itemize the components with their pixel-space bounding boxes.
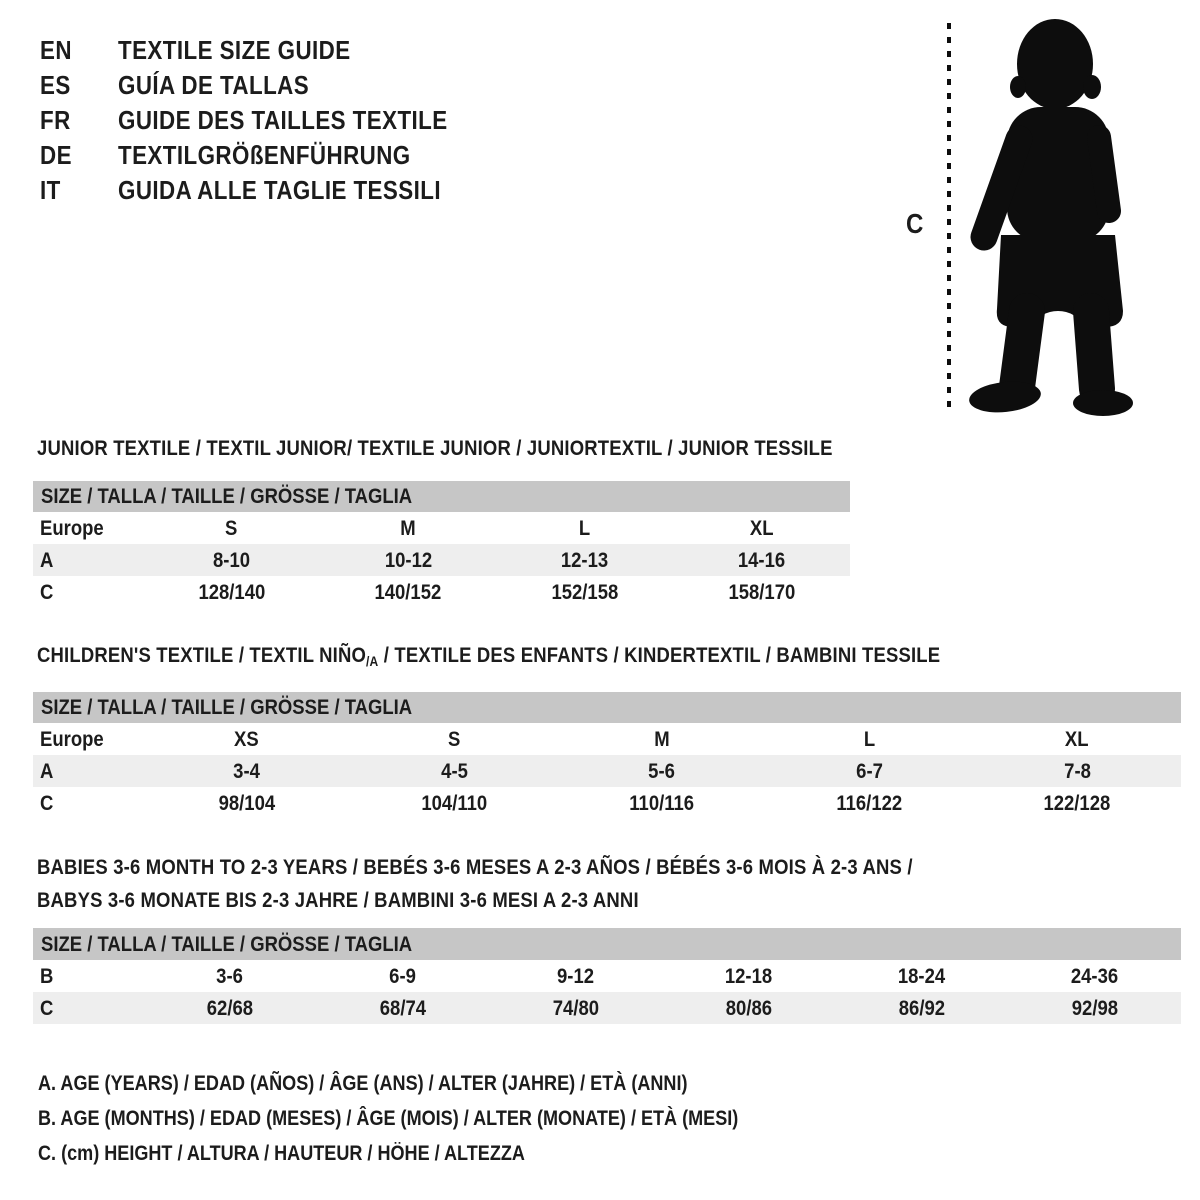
table-row: C 128/140 140/152 152/158 158/170 bbox=[40, 579, 796, 604]
legend-line-b: B. AGE (MONTHS) / EDAD (MESES) / ÂGE (MOIS) / ALTER (MONATE) / ETÀ (MESI) bbox=[38, 1106, 739, 1130]
lang-row-fr bbox=[40, 103, 501, 138]
measurement-legend bbox=[38, 1066, 852, 1171]
babies-size-table bbox=[33, 928, 1181, 1024]
lang-row-de bbox=[40, 138, 501, 173]
lang-title-en: TEXTILE SIZE GUIDE bbox=[118, 35, 351, 65]
junior-table-header-bar: SIZE / TALLA / TAILLE / GRÖSSE / TAGLIA bbox=[33, 481, 850, 512]
junior-size-table bbox=[33, 481, 850, 608]
table-row: C 98/104 104/110 110/116 116/122 122/128 bbox=[40, 790, 1111, 815]
lang-code-en: EN bbox=[40, 35, 72, 65]
babies-table-header-bar: SIZE / TALLA / TAILLE / GRÖSSE / TAGLIA bbox=[33, 928, 1181, 960]
language-title-block bbox=[40, 33, 501, 208]
junior-section-heading: JUNIOR TEXTILE / TEXTIL JUNIOR/ TEXTILE JUNIOR / JUNIORTEXTIL / JUNIOR TESSILE bbox=[37, 436, 833, 460]
table-row: Europe XS S M L XL bbox=[40, 726, 1089, 751]
table-row: A 8-10 10-12 12-13 14-16 bbox=[33, 544, 850, 576]
lang-title-es: GUÍA DE TALLAS bbox=[118, 70, 310, 100]
lang-title-de: TEXTILGRÖßENFÜHRUNG bbox=[118, 140, 411, 170]
lang-code-fr: FR bbox=[40, 105, 71, 135]
children-section-heading: CHILDREN'S TEXTILE / TEXTIL NIÑO/A / TEXTILE DES ENFANTS / KINDERTEXTIL / BAMBINI TESSILE bbox=[37, 643, 941, 669]
children-size-table bbox=[33, 692, 1181, 819]
lang-code-de: DE bbox=[40, 140, 72, 170]
lang-code-it: IT bbox=[40, 175, 61, 205]
lang-row-it bbox=[40, 173, 501, 208]
lang-row-en bbox=[40, 33, 501, 68]
table-row: A 3-4 4-5 5-6 6-7 7-8 bbox=[33, 755, 1181, 787]
lang-title-it: GUIDA ALLE TAGLIE TESSILI bbox=[118, 175, 441, 205]
lang-row-es bbox=[40, 68, 501, 103]
height-measure-label: C bbox=[906, 208, 924, 239]
table-row: Europe S M L XL bbox=[40, 515, 774, 540]
lang-title-fr: GUIDE DES TAILLES TEXTILE bbox=[118, 105, 448, 135]
legend-line-a: A. AGE (YEARS) / EDAD (AÑOS) / ÂGE (ANS) / ALTER (JAHRE) / ETÀ (ANNI) bbox=[38, 1071, 688, 1095]
babies-section-heading: BABIES 3-6 MONTH TO 2-3 YEARS / BEBÉS 3-6 MESES A 2-3 AÑOS / BÉBÉS 3-6 MOIS À 2-3 ANS / BABYS 3-6 MONATE BIS 2-3 JAHRE / BAMBINI 3-6 MESI A 2-3 ANNI bbox=[37, 855, 913, 912]
table-row: B 3-6 6-9 9-12 12-18 18-24 24-36 bbox=[40, 963, 1119, 988]
table-row: C 62/68 68/74 74/80 80/86 86/92 92/98 bbox=[33, 992, 1181, 1024]
toddler-silhouette-icon bbox=[935, 15, 1145, 420]
children-table-header-bar: SIZE / TALLA / TAILLE / GRÖSSE / TAGLIA bbox=[33, 692, 1181, 723]
lang-code-es: ES bbox=[40, 70, 71, 100]
legend-line-c: C. (cm) HEIGHT / ALTURA / HAUTEUR / HÖHE / ALTEZZA bbox=[38, 1141, 525, 1165]
